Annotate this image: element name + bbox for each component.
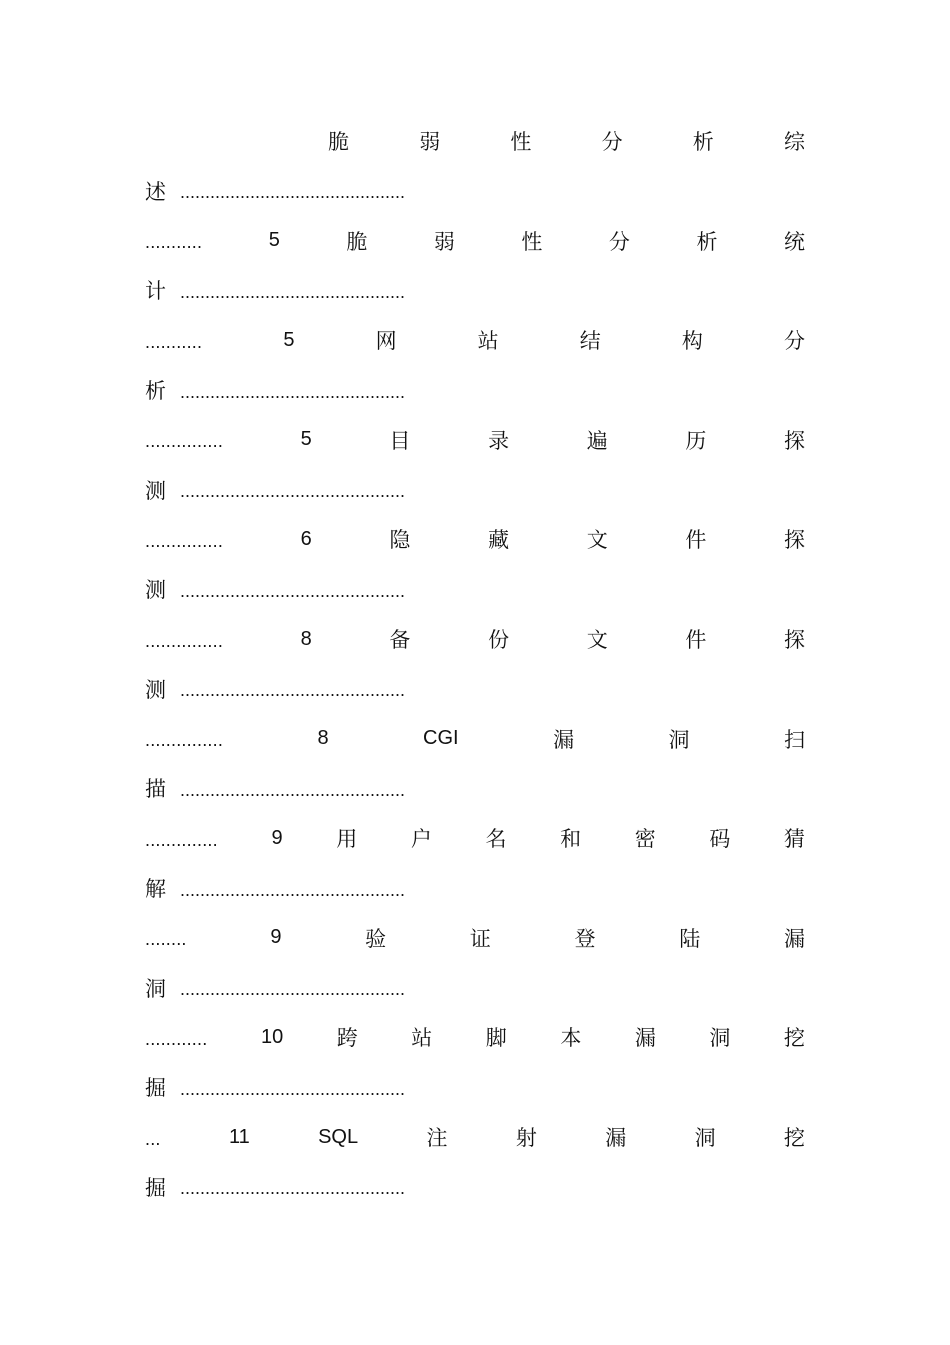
toc-char: 件	[685, 628, 707, 652]
toc-char: 计	[145, 279, 166, 304]
toc-continuation-line	[145, 872, 805, 904]
toc-word: SQL	[318, 1125, 359, 1148]
toc-char: 解	[145, 877, 166, 901]
toc-entry-line	[145, 1021, 805, 1053]
toc-char: 户	[410, 827, 432, 852]
toc-char: 性	[521, 229, 543, 254]
page-number: 9	[270, 926, 282, 949]
page-number: 5	[300, 428, 312, 451]
toc-char: 证	[469, 926, 491, 951]
toc-char: 分	[601, 130, 623, 154]
toc-char: 隐	[389, 528, 411, 553]
dot-leader: .............................................	[180, 182, 406, 203]
toc-char: 分	[608, 229, 630, 254]
toc-char: 漏	[783, 926, 805, 951]
dot-leader: .............................................	[180, 1178, 406, 1199]
toc-char: 结	[579, 329, 601, 354]
dot-leader: ...	[145, 1128, 161, 1149]
dot-leader: .............................................	[180, 879, 406, 900]
toc-char: 弱	[433, 229, 455, 254]
toc-char: 析	[692, 130, 714, 154]
toc-char: 备	[389, 628, 411, 652]
toc-continuation-line	[145, 972, 805, 1004]
toc-continuation-line	[145, 175, 805, 207]
toc-continuation-line	[145, 673, 805, 705]
toc-entry-line	[145, 822, 805, 854]
toc-char: 注	[426, 1126, 448, 1150]
toc-char: 漏	[634, 1026, 656, 1051]
toc-char: 遍	[586, 428, 608, 453]
toc-char: 登	[574, 926, 596, 951]
dot-leader: ..............	[145, 829, 218, 850]
dot-leader: ........	[145, 929, 187, 950]
toc-continuation-line	[145, 1171, 805, 1203]
toc-char: 陆	[679, 926, 701, 951]
toc-char: 脚	[485, 1026, 507, 1051]
toc-char: 验	[365, 926, 387, 951]
toc-char: 探	[783, 528, 805, 553]
page-number: 10	[260, 1025, 284, 1048]
toc-continuation-line	[145, 274, 805, 306]
toc-char: 历	[685, 428, 707, 453]
dot-leader: .............................................	[180, 979, 406, 1000]
toc-char: 漏	[605, 1126, 627, 1150]
toc-char: 析	[696, 229, 718, 254]
toc-char: 名	[485, 827, 507, 852]
toc-entry-line	[145, 1121, 805, 1153]
dot-leader: ...............	[145, 730, 224, 751]
page-number: 8	[317, 727, 329, 750]
toc-char: 探	[783, 428, 805, 453]
page-number: 11	[228, 1125, 250, 1148]
toc-char: 弱	[419, 130, 441, 154]
toc-entry-line	[145, 922, 805, 954]
toc-char: 分	[784, 329, 805, 354]
toc-char: 站	[411, 1026, 433, 1051]
toc-char: 综	[783, 130, 805, 154]
toc-char: 脆	[328, 130, 349, 154]
toc-char: 掘	[145, 1175, 166, 1200]
toc-char: 性	[510, 130, 532, 154]
toc-continuation-line	[145, 573, 805, 605]
toc-entry-line	[145, 225, 805, 257]
toc-char: 洞	[145, 976, 166, 1001]
toc-char: 测	[145, 578, 166, 603]
toc-char: 统	[783, 229, 805, 254]
dot-leader: ...............	[145, 530, 224, 551]
toc-char: 和	[560, 827, 582, 852]
toc-char: 文	[586, 628, 608, 652]
dot-leader: .............................................	[180, 481, 406, 502]
toc-char: 洞	[709, 1026, 731, 1051]
toc-char: 述	[145, 179, 166, 204]
toc-char: 本	[560, 1026, 582, 1051]
toc-char: 射	[515, 1126, 537, 1150]
dot-leader: .............................................	[180, 580, 406, 601]
page-number: 6	[300, 527, 312, 550]
toc-char: 录	[488, 428, 510, 453]
toc-entry-line	[328, 125, 805, 157]
toc-char: 掘	[145, 1076, 166, 1101]
toc-char: 文	[586, 528, 608, 553]
dot-leader: .............................................	[180, 281, 406, 302]
toc-entry-line	[145, 723, 805, 755]
toc-continuation-line	[145, 374, 805, 406]
dot-leader: .............................................	[180, 680, 406, 701]
toc-char: 份	[488, 628, 510, 652]
toc-char: 挖	[783, 1126, 805, 1150]
toc-char: 网	[375, 329, 397, 354]
toc-continuation-line	[145, 474, 805, 506]
toc-char: 测	[145, 478, 166, 503]
toc-char: 扫	[783, 727, 805, 752]
page-number: 8	[300, 627, 312, 650]
toc-entry-line	[145, 424, 805, 456]
toc-char: 脆	[346, 229, 368, 254]
dot-leader: .............................................	[180, 1078, 406, 1099]
toc-char: 描	[145, 777, 166, 802]
toc-char: 密	[634, 827, 656, 852]
toc-char: 藏	[488, 528, 510, 553]
toc-continuation-line	[145, 772, 805, 804]
toc-entry-line	[145, 324, 805, 356]
toc-char: 跨	[336, 1026, 358, 1051]
dot-leader: ............	[145, 1028, 208, 1049]
toc-entry-line	[145, 523, 805, 555]
toc-char: 用	[336, 827, 358, 852]
toc-char: 析	[145, 379, 166, 403]
toc-char: 站	[477, 329, 499, 354]
toc-char: 洞	[694, 1126, 716, 1150]
page-number: 5	[268, 229, 280, 252]
page-number: 5	[283, 328, 295, 351]
toc-char: 码	[709, 827, 731, 852]
toc-word: CGI	[423, 727, 459, 750]
toc-char: 挖	[783, 1026, 805, 1051]
dot-leader: .............................................	[180, 381, 406, 402]
toc-char: 目	[389, 428, 411, 453]
toc-char: 测	[145, 677, 166, 702]
toc-continuation-line	[145, 1071, 805, 1103]
dot-leader: ...........	[145, 331, 203, 352]
toc-entry-line	[145, 623, 805, 655]
toc-char: 构	[681, 329, 703, 354]
page-number: 9	[271, 826, 283, 849]
toc-char: 漏	[553, 727, 575, 752]
toc-char: 猜	[783, 827, 805, 852]
dot-leader: ...............	[145, 630, 224, 651]
dot-leader: .............................................	[180, 779, 406, 800]
toc-char: 洞	[668, 727, 690, 752]
dot-leader: ...........	[145, 232, 203, 253]
toc-char: 件	[685, 528, 707, 553]
toc-char: 探	[783, 628, 805, 652]
dot-leader: ...............	[145, 431, 224, 452]
